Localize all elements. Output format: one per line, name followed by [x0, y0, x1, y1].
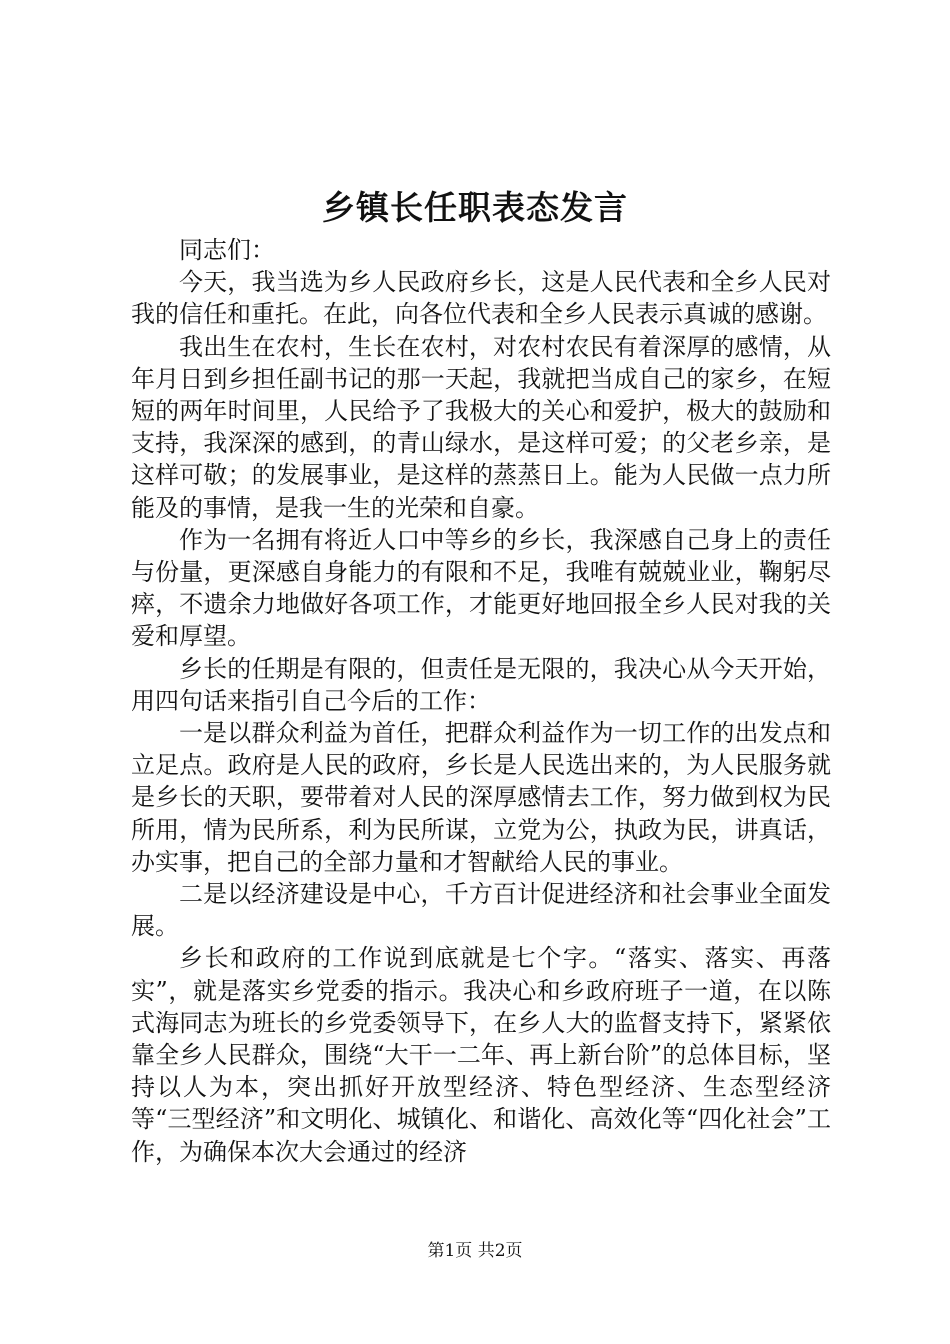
- body-paragraph: 乡长和政府的工作说到底就是七个字。“落实、落实、再落实”，就是落实乡党委的指示。我决心和乡政府班子一道，在以陈式海同志为班长的乡党委领导下，在乡人大的监督支持下，紧紧依靠全乡人民群众，围绕“大干一二年、再上新台阶”的总体目标，坚持以人为本，突出抓好开放型经济、特色型经济、生态型经济等“三型经济”和文明化、城镇化、和谐化、高效化等“四化社会”工作，为确保本次大会通过的经济: [131, 944, 831, 1166]
- salutation-paragraph: 同志们：: [179, 236, 275, 264]
- body-paragraph: 一是以群众利益为首任，把群众利益作为一切工作的出发点和立足点。政府是人民的政府，乡长是人民选出来的，为人民服务就是乡长的天职，要带着对人民的深厚感情去工作，努力做到权为民所用，情为民所系，利为民所谋，立党为公，执政为民，讲真话，办实事，把自己的全部力量和才智献给人民的事业。: [131, 719, 831, 876]
- body-paragraph: 作为一名拥有将近人口中等乡的乡长，我深感自己身上的责任与份量，更深感自身能力的有限和不足，我唯有兢兢业业，鞠躬尽瘁，不遗余力地做好各项工作，才能更好地回报全乡人民对我的关爱和厚望。: [131, 525, 831, 651]
- body-paragraph: 我出生在农村，生长在农村，对农村农民有着深厚的感情，从年月日到乡担任副书记的那一天起，我就把当成自己的家乡，在短短的两年时间里，人民给予了我极大的关心和爱护，极大的鼓励和支持，我深深的感到，的青山绿水，是这样可爱；的父老乡亲，是这样可敬；的发展事业，是这样的蒸蒸日上。能为人民做一点力所能及的事情，是我一生的光荣和自豪。: [131, 332, 831, 522]
- page-number-footer: 第1页 共2页: [427, 1241, 523, 1261]
- body-paragraph: 乡长的任期是有限的，但责任是无限的，我决心从今天开始，用四句话来指引自己今后的工作：: [131, 654, 831, 715]
- body-paragraph: 二是以经济建设是中心，千方百计促进经济和社会事业全面发展。: [131, 880, 831, 941]
- document-title: 乡镇长任职表态发言: [322, 188, 628, 227]
- body-paragraph: 今天，我当选为乡人民政府乡长，这是人民代表和全乡人民对我的信任和重托。在此，向各位代表和全乡人民表示真诚的感谢。: [131, 268, 831, 329]
- document-body: [131, 234, 831, 1168]
